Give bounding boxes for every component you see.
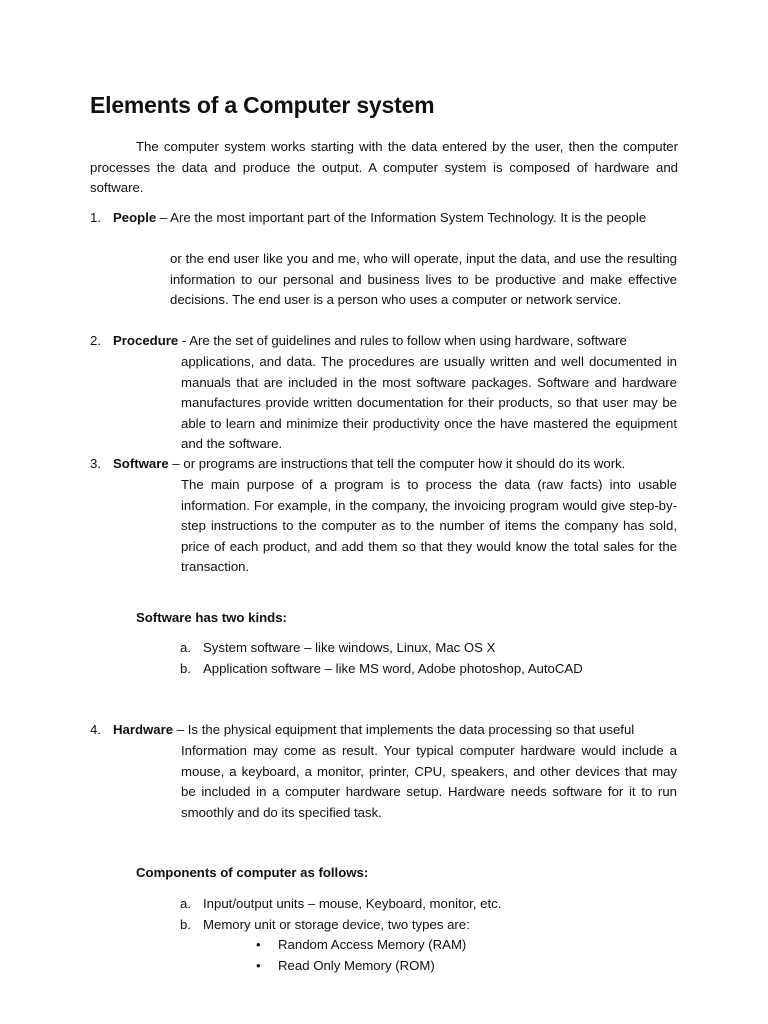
item-letter: a. — [180, 896, 191, 911]
item-term: People — [113, 210, 157, 225]
item-lead-line — [113, 208, 700, 229]
item-letter: a. — [180, 640, 191, 655]
bullet-icon: • — [256, 937, 261, 953]
item-term: Procedure — [113, 333, 179, 348]
bullet-icon: • — [256, 957, 261, 973]
item-text: Application software – like MS word, Adobe photoshop, AutoCAD — [203, 660, 583, 676]
memory-type-rom: Read Only Memory (ROM) — [278, 957, 435, 973]
item-term: Software — [113, 456, 169, 471]
item-term: Hardware — [113, 722, 174, 737]
item-text: Input/output units – mouse, Keyboard, monitor, etc. — [203, 896, 502, 911]
item-continuation: or the end user like you and me, who will operate, input the data, and use the resulting information to our personal and business lives to be productive and make effective decisions. The end user is a person who uses a computer or network service. — [170, 251, 677, 308]
intro-paragraph: The computer system works starting with the data entered by the user, then the computer processes the data and produce the output. A computer system is composed of hardware and software. — [90, 139, 678, 196]
item-lead-text: – Are the most important part of the Information System Technology. It is the people — [156, 210, 647, 225]
item-continuation: The main purpose of a program is to process the data (raw facts) into usable information. For example, in the company, the invoicing program would give step-by-step instructions to the computer as to the number of items the company has sold, price of each product, and add them so that they would know the total sales for the transaction. — [181, 477, 677, 575]
item-lead-line — [113, 454, 678, 475]
item-number: 2. — [90, 333, 101, 348]
page-title: Elements of a Computer system — [90, 92, 435, 118]
software-kinds-heading: Software has two kinds: — [136, 610, 287, 625]
item-number: 1. — [90, 210, 101, 225]
item-lead-text: - Are the set of guidelines and rules to follow when using hardware, software — [178, 333, 627, 348]
item-letter: b. — [180, 660, 191, 676]
item-lead-text: – Is the physical equipment that implements the data processing so that useful — [173, 722, 635, 737]
item-letter: b. — [180, 916, 191, 932]
item-continuation: applications, and data. The procedures are usually written and well documented in manuals that are included in the most software packages. Software and hardware manufactures provide written documentation for their products, so that user may be able to learn and minimize their productivity once the have mastered the equipment and the software. — [181, 354, 677, 452]
item-number: 3. — [90, 456, 101, 471]
item-continuation: Information may come as result. Your typical computer hardware would include a mouse, a keyboard, a monitor, printer, CPU, speakers, and other devices that may be included in a computer hardware setup. Hardware needs software for it to run smoothly and do its specified task. — [181, 743, 677, 820]
item-number: 4. — [90, 722, 101, 737]
components-heading: Components of computer as follows: — [136, 865, 369, 880]
item-lead-line — [113, 331, 678, 352]
memory-type-ram: Random Access Memory (RAM) — [278, 937, 467, 953]
item-lead-text: – or programs are instructions that tell the computer how it should do its work. — [168, 456, 626, 471]
item-text: System software – like windows, Linux, Mac OS X — [203, 640, 496, 655]
item-lead-line — [113, 720, 678, 741]
item-text: Memory unit or storage device, two types are: — [203, 916, 470, 932]
